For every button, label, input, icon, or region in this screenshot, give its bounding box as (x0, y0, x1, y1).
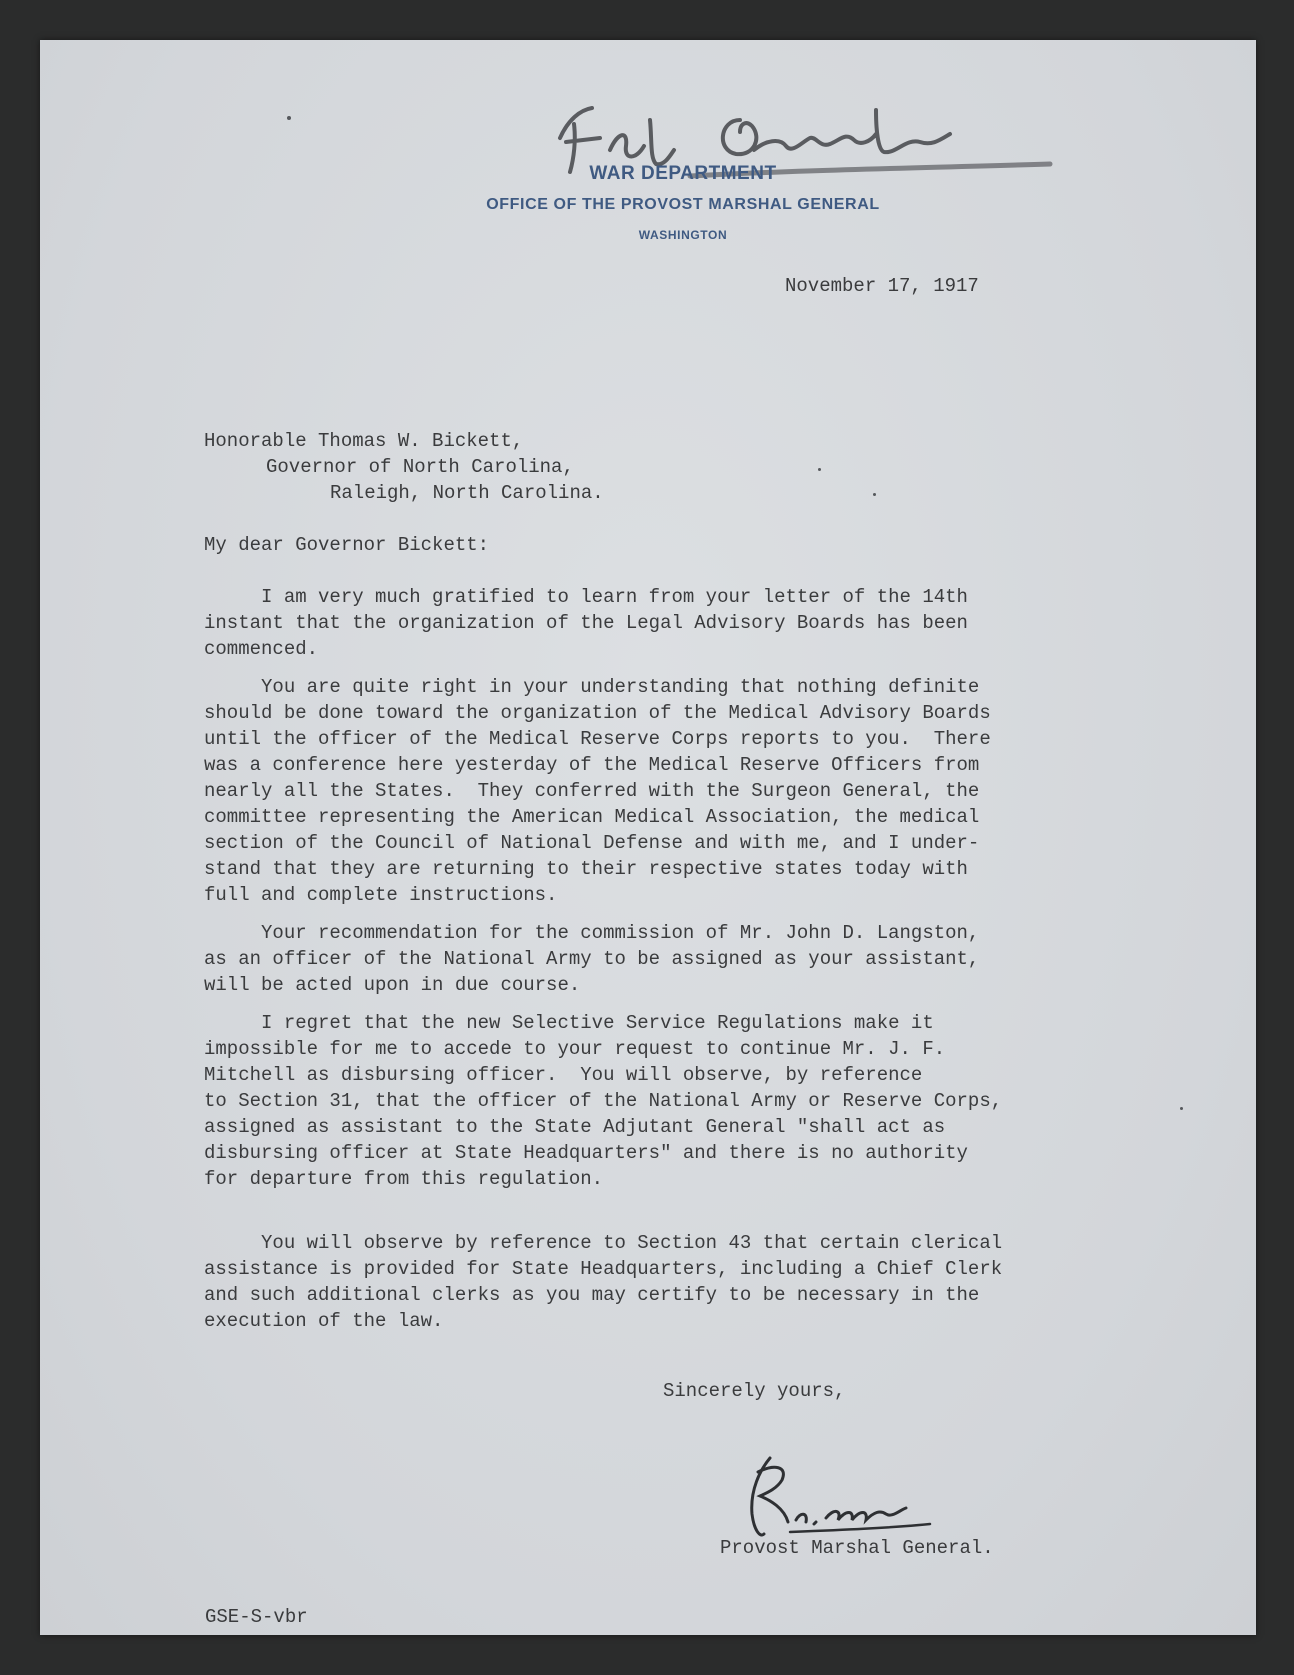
body-paragraph (204, 1230, 1104, 1334)
paragraph-line: as an officer of the National Army to be assigned as your assistant, (204, 948, 980, 970)
letter-date: November 17, 1917 (785, 275, 979, 297)
paragraph-line: stand that they are returning to their respective states today with (204, 858, 968, 880)
paragraph-line: should be done toward the organization of the Medical Advisory Boards (204, 702, 991, 724)
paragraph-line: committee representing the American Medical Association, the medical (204, 806, 980, 828)
paragraph-line: for departure from this regulation. (204, 1168, 604, 1190)
paragraph-line: I am very much gratified to learn from your letter of the 14th (204, 586, 968, 608)
reference-initials: GSE-S-vbr (205, 1606, 308, 1628)
paragraph-line: assistance is provided for State Headquarters, including a Chief Clerk (204, 1258, 1003, 1280)
paper-speck (818, 468, 821, 471)
paragraph-line: full and complete instructions. (204, 884, 558, 906)
address-line: Raleigh, North Carolina. (330, 482, 604, 504)
closing: Sincerely yours, (663, 1380, 846, 1402)
paragraph-line: disbursing officer at State Headquarters" and there is no authority (204, 1142, 968, 1164)
paragraph-line: and such additional clerks as you may certify to be necessary in the (204, 1284, 980, 1306)
letterhead-office: OFFICE OF THE PROVOST MARSHAL GENERAL (486, 196, 880, 213)
paragraph-line: nearly all the States. They conferred with the Surgeon General, the (204, 780, 980, 802)
address-line: Honorable Thomas W. Bickett, (204, 430, 524, 452)
paragraph-line: impossible for me to accede to your request to continue Mr. J. F. (204, 1038, 946, 1060)
paragraph-line: Your recommendation for the commission of Mr. John D. Langston, (204, 922, 980, 944)
body-paragraph (204, 920, 1104, 998)
signature-title: Provost Marshal General. (720, 1537, 994, 1559)
paragraph-line: Mitchell as disbursing officer. You will observe, by reference (204, 1064, 923, 1086)
paragraph-line: assigned as assistant to the State Adjutant General "shall act as (204, 1116, 946, 1138)
body-paragraph (204, 1010, 1104, 1192)
paragraph-line: until the officer of the Medical Reserve Corps reports to you. There (204, 728, 991, 750)
letter-page (40, 40, 1256, 1635)
paper-speck (287, 116, 291, 120)
letterhead-city: WASHINGTON (638, 228, 728, 242)
paragraph-line: You are quite right in your understanding that nothing definite (204, 676, 980, 698)
salutation: My dear Governor Bickett: (204, 534, 490, 556)
paragraph-line: instant that the organization of the Legal Advisory Boards has been (204, 612, 968, 634)
body-paragraph (204, 674, 1104, 908)
paragraph-line: I regret that the new Selective Service Regulations make it (204, 1012, 934, 1034)
paper-speck (1180, 1107, 1183, 1110)
paragraph-line: commenced. (204, 638, 319, 660)
paragraph-line: was a conference here yesterday of the Medical Reserve Officers from (204, 754, 980, 776)
letterhead-department: WAR DEPARTMENT (589, 163, 777, 184)
address-line: Governor of North Carolina, (266, 456, 574, 478)
paragraph-line: You will observe by reference to Section 43 that certain clerical (204, 1232, 1003, 1254)
paragraph-line: to Section 31, that the officer of the National Army or Reserve Corps, (204, 1090, 1003, 1112)
paragraph-line: section of the Council of National Defense and with me, and I under- (204, 832, 980, 854)
paper-speck (873, 493, 876, 496)
paragraph-line: execution of the law. (204, 1310, 444, 1332)
paragraph-line: will be acted upon in due course. (204, 974, 581, 996)
body-paragraph (204, 584, 1104, 662)
